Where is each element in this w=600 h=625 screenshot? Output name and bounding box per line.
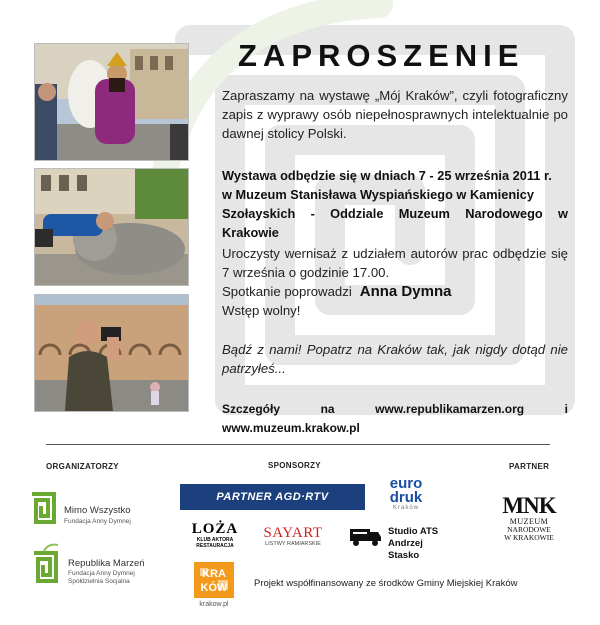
host-label: Spotkanie poprowadzi	[222, 284, 352, 299]
partner-label: PARTNER	[509, 462, 550, 471]
logo-text: druk	[389, 489, 423, 506]
intro-paragraph: Zapraszamy na wystawę „Mój Kraków”, czyli fotograficzny zapis z wyprawy osób niepełnosprawnych intelektualnie po dawnej stolicy Polski.	[222, 88, 568, 141]
logo-republika-marzen	[28, 543, 158, 593]
logo-loza	[192, 522, 238, 548]
logo-text: NARODOWE	[507, 524, 551, 534]
logo-eurodruk	[383, 476, 429, 512]
logo-text: Kraków	[392, 505, 419, 511]
logo-krakow	[192, 560, 236, 608]
truck-icon	[348, 524, 382, 548]
logo-text: KÓW	[200, 582, 228, 594]
venue-line: w Muzeum Stanisława Wyspiańskiego w Kamienicy	[222, 187, 534, 202]
photo-lion-statue	[34, 168, 189, 286]
logo-studio-ats	[348, 522, 444, 561]
host-line	[222, 282, 568, 301]
venue-line: Szołayskich - Oddziale Muzeum Narodowego w Krakowie	[222, 206, 568, 240]
logo-mimo-wszystko	[28, 490, 158, 540]
venue-paragraph	[222, 166, 568, 242]
host-name: Anna Dymna	[359, 283, 452, 300]
logo-text: MNK	[502, 492, 556, 518]
org-name: Republika Marzeń	[68, 558, 145, 569]
details-line: Szczegóły na www.republikamarzen.org i www.muzeum.krakow.pl	[222, 402, 568, 435]
photo-photographer	[34, 294, 189, 412]
photo-figure-costume	[34, 43, 189, 161]
logo-text: KRA	[202, 568, 226, 580]
venue-line: Wystawa odbędzie się w dniach 7 - 25 września 2011 r.	[222, 168, 552, 183]
logo-text: euro	[389, 475, 423, 492]
logo-text: LOŻA	[191, 520, 239, 537]
logo-text: LISTWY RAMIARSKIE	[265, 541, 321, 547]
krakow-emblem	[192, 560, 236, 608]
logo-partner-agd-rtv: PARTNER AGD·RTV	[180, 484, 365, 510]
org-subtitle: Fundacja Anny Dymnej	[68, 570, 135, 577]
logo-text: RESTAURACJA	[196, 542, 234, 549]
logo-text: Andrzej Stasko	[388, 538, 423, 561]
logo-sayart	[262, 523, 324, 549]
spiral-icon	[28, 490, 58, 526]
org-subtitle: Fundacja Anny Dymnej	[64, 518, 131, 525]
logo-muzeum-narodowe	[498, 490, 560, 546]
logo-text: Studio ATS	[388, 526, 439, 537]
invite-paragraph: Bądź z nami! Popatrz na Kraków tak, jak nigdy dotąd nie patrzyłeś...	[222, 342, 568, 376]
org-subtitle: Spółdzielnia Socjalna	[68, 578, 130, 585]
divider	[46, 444, 550, 445]
org-name: Mimo Wszystko	[64, 505, 131, 516]
logo-text: W KRAKOWIE	[504, 532, 554, 542]
organizers-label: ORGANIZATORZY	[46, 462, 119, 471]
project-cofinancing-text: Projekt współfinansowany ze środków Gminy Miejskiej Kraków	[254, 578, 518, 589]
logo-text: SAYART	[263, 525, 323, 541]
vernissage-paragraph	[222, 244, 568, 320]
page-title: ZAPROSZENIE	[238, 38, 525, 73]
sponsors-label: SPONSORZY	[268, 461, 321, 470]
logo-text: KLUB AKTORA	[196, 536, 234, 543]
entry-text: Wstęp wolny!	[222, 303, 301, 318]
logo-text: MUZEUM	[509, 516, 549, 526]
logo-text: krakow.pl	[199, 601, 229, 608]
vernissage-text: Uroczysty wernisaż z udziałem autorów prac odbędzie się 7 września o godzinie 17.00.	[222, 246, 568, 280]
spiral-icon	[28, 543, 62, 585]
